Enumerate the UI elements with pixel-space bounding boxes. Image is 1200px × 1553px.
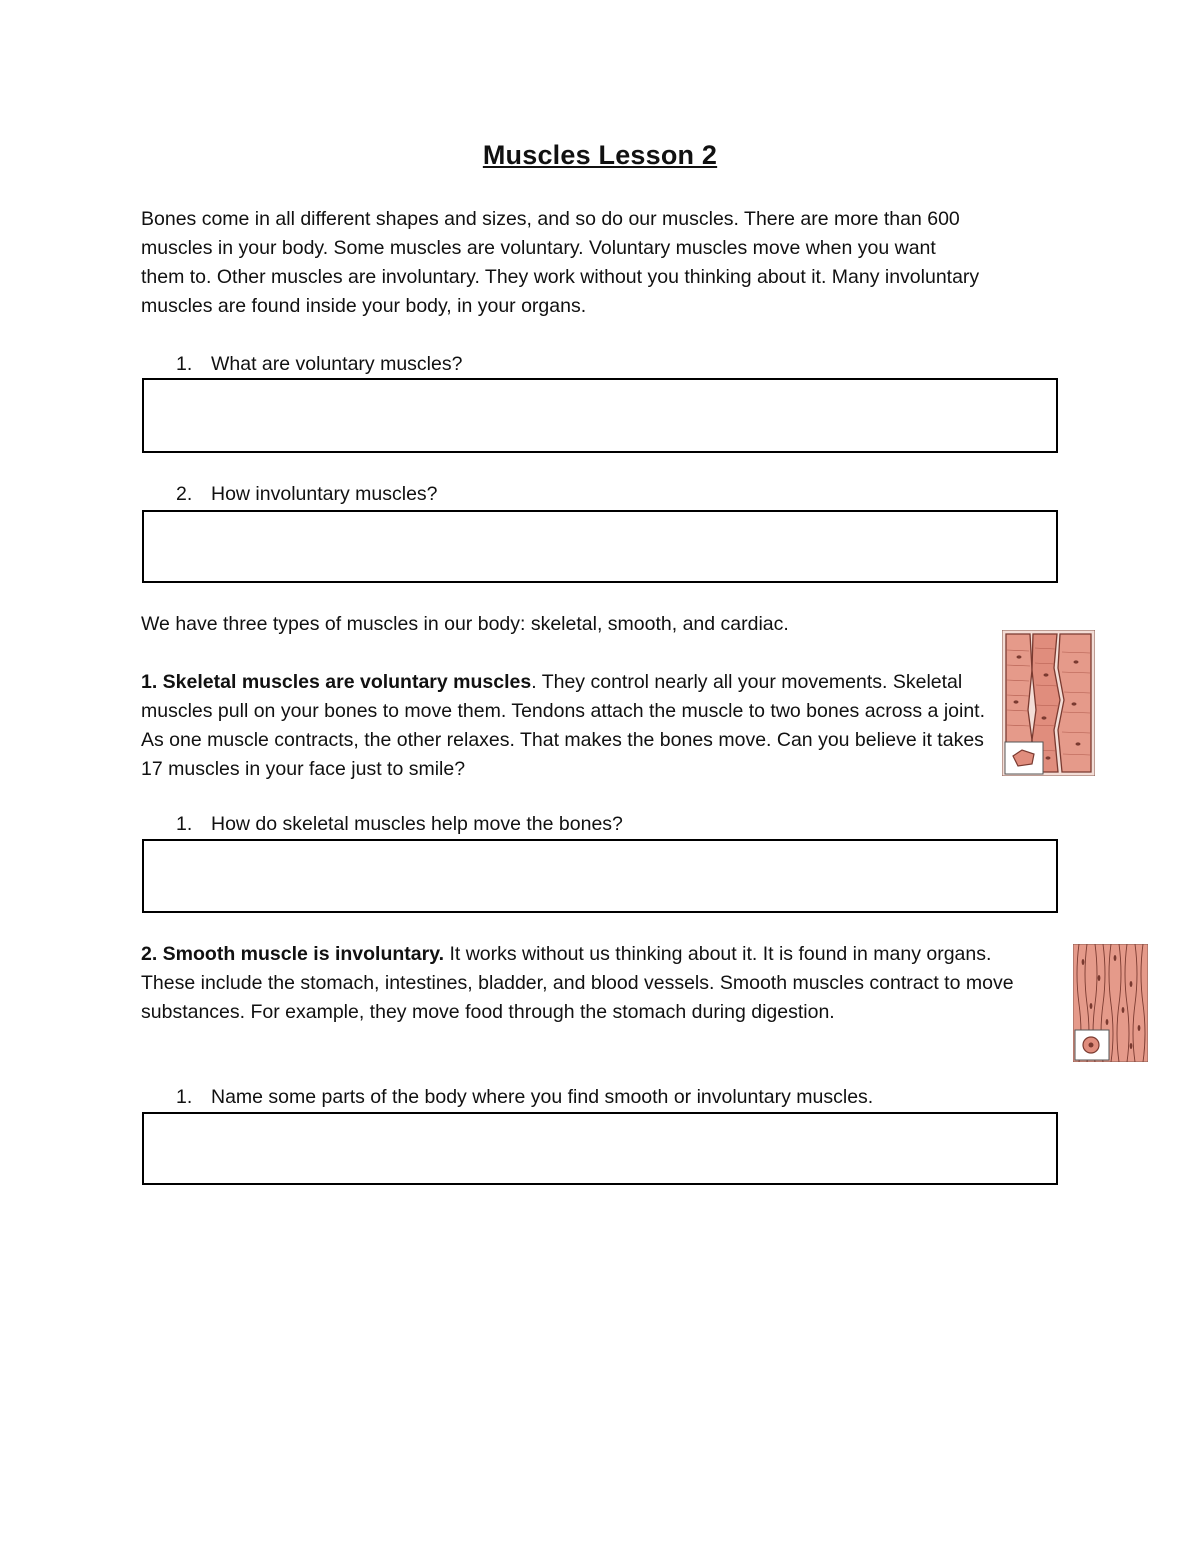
answer-input-voluntary[interactable] [144,380,1056,451]
skeletal-body: . They control nearly all your movements. Skeletal muscles pull on your bones to move them. Tendons attach the muscle to two bones across a joint. As one muscle contracts, the other relaxes. That makes the bones move. Can you believe it takes 17 muscles in your face just to smile? [141,671,986,780]
question-skeletal [176,812,623,836]
page-title: Muscles Lesson 2 [482,140,718,170]
answer-input-smooth[interactable] [144,1114,1056,1183]
answer-input-skeletal[interactable] [144,841,1056,911]
question-voluntary [176,352,462,376]
smooth-muscle-illustration [1073,944,1148,1062]
intro-paragraph: Bones come in all different shapes and sizes, and so do our muscles. There are more than 600 muscles in your body. Some muscles are voluntary. Voluntary muscles move when you want them to. Other muscles are involuntary. They work without you thinking about it. Many involuntary muscles are found inside your body, in your organs. [141,208,980,317]
question-text: What are voluntary muscles? [211,353,463,375]
smooth-body: It works without us thinking about it. It is found in many organs. These include the stomach, intestines, bladder, and blood vessels. Smooth muscles contract to move substances. For example, they move food through the stomach during digestion. [141,943,1014,1023]
smooth-paragraph [141,940,1021,1027]
question-text: Name some parts of the body where you find smooth or involuntary muscles. [211,1086,874,1108]
question-number: 1. [176,813,193,835]
question-text: How involuntary muscles? [211,483,438,505]
answer-box-smooth[interactable] [142,1112,1058,1185]
smooth-heading: 2. Smooth muscle is involuntary. [141,943,445,965]
skeletal-heading: 1. Skeletal muscles are voluntary muscles [141,671,532,693]
question-number: 2. [176,483,193,505]
answer-input-involuntary[interactable] [144,512,1056,581]
question-number: 1. [176,1086,193,1108]
answer-box-voluntary[interactable] [142,378,1058,453]
skeletal-muscle-illustration [1002,630,1095,776]
question-text: How do skeletal muscles help move the bones? [211,813,623,835]
question-involuntary [176,482,438,506]
answer-box-involuntary[interactable] [142,510,1058,583]
muscle-types-text: We have three types of muscles in our body: skeletal, smooth, and cardiac. [141,613,789,635]
question-smooth [176,1085,873,1109]
skeletal-paragraph [141,668,986,784]
question-number: 1. [176,353,193,375]
answer-box-skeletal[interactable] [142,839,1058,913]
